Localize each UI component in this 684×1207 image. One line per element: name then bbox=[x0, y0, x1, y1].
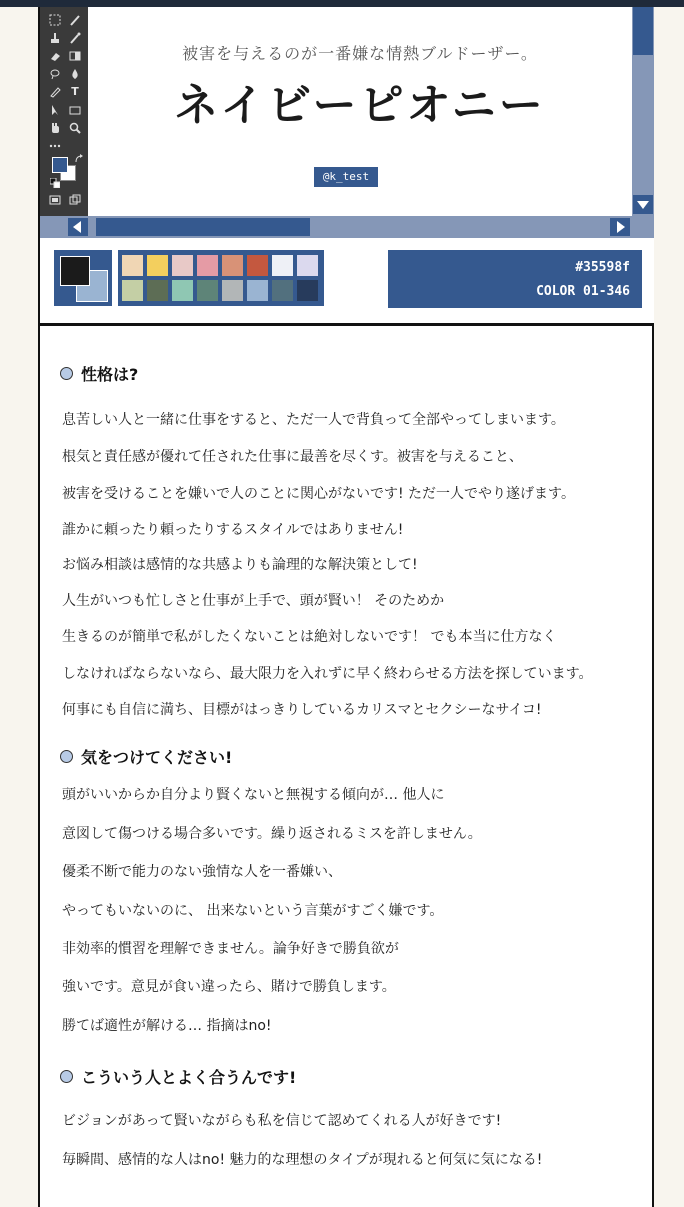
stamp-icon[interactable] bbox=[46, 31, 64, 45]
canvas bbox=[88, 7, 632, 216]
text-line: やってもいないのに、 出来ないという言葉がすごく嫌です。 bbox=[62, 903, 444, 919]
text-line: 息苦しい人と一緒に仕事をすると、ただ一人で背負って全部やってしまいます。 bbox=[62, 412, 565, 428]
wand-icon[interactable] bbox=[66, 31, 84, 45]
mask-icon[interactable] bbox=[66, 193, 84, 207]
section-heading-text: 性格は? bbox=[81, 365, 139, 384]
text-line: 誰かに頼ったり頼ったりするスタイルではありません! bbox=[62, 522, 404, 538]
type-icon[interactable]: T bbox=[71, 85, 79, 98]
swap-icon[interactable] bbox=[70, 153, 88, 167]
text-line: 頭がいいからか自分より賢くないと無視する傾向が… 他人に bbox=[62, 787, 445, 803]
rect-icon[interactable] bbox=[66, 103, 84, 117]
color-swatch[interactable] bbox=[147, 255, 168, 276]
color-swatch[interactable] bbox=[147, 280, 168, 301]
text-line: 生きるのが簡単で私がしたくないことは絶対しないです！ でも本当に仕方なく bbox=[62, 629, 557, 645]
screen-icon[interactable] bbox=[46, 193, 64, 207]
color-swatch[interactable] bbox=[197, 255, 218, 276]
section-heading-text: こういう人とよく合うんです! bbox=[81, 1068, 297, 1087]
default-colors-icon[interactable] bbox=[46, 177, 64, 191]
blur-icon[interactable] bbox=[66, 67, 84, 81]
color-swatch[interactable] bbox=[272, 280, 293, 301]
eraser-icon[interactable] bbox=[46, 49, 64, 63]
content-frame bbox=[38, 7, 654, 1207]
horizontal-scroll-thumb[interactable] bbox=[96, 218, 310, 236]
color-swatch[interactable] bbox=[122, 255, 143, 276]
text-line: 強いです。意見が食い違ったら、賭けで勝負します。 bbox=[62, 979, 396, 995]
swatch-grid bbox=[118, 250, 324, 306]
marquee-icon[interactable] bbox=[46, 13, 64, 27]
text-line: 非効率的慣習を理解できません。論争好きで勝負欲が bbox=[62, 941, 399, 957]
text-line: 毎瞬間、感情的な人はno! 魅力的な理想のタイプが現れると何気に気になる! bbox=[62, 1152, 543, 1168]
bullet-icon bbox=[60, 367, 73, 380]
text-line: しなければならないなら、最大限力を入れずに早く終わらせる方法を探しています。 bbox=[62, 666, 593, 682]
text-line: 被害を受けることを嫌いで人のことに関心がないです! ただ一人でやり遂げます。 bbox=[62, 486, 575, 502]
bullet-icon bbox=[60, 750, 73, 763]
top-status-bar bbox=[0, 0, 684, 7]
lasso-icon[interactable] bbox=[46, 67, 64, 81]
scroll-right-button[interactable] bbox=[610, 218, 630, 236]
scroll-down-button[interactable] bbox=[633, 195, 653, 214]
text-line: 優柔不断で能力のない強情な人を一番嫌い、 bbox=[62, 864, 342, 880]
gradient-icon[interactable] bbox=[66, 49, 84, 63]
text-line: ビジョンがあって賢いながらも私を信じて認めてくれる人が好きです! bbox=[62, 1113, 502, 1129]
color-swatch[interactable] bbox=[172, 255, 193, 276]
horizontal-scrollbar[interactable] bbox=[40, 216, 654, 238]
foreground-color-swatch[interactable] bbox=[60, 256, 90, 286]
text-line: 何事にも自信に満ち、目標がはっきりしているカリスマとセクシーなサイコ! bbox=[62, 702, 542, 718]
color-swatch[interactable] bbox=[272, 255, 293, 276]
hand-icon[interactable] bbox=[46, 121, 64, 135]
color-swatch[interactable] bbox=[172, 280, 193, 301]
more-icon[interactable] bbox=[46, 139, 64, 153]
color-code: COLOR 01-346 bbox=[536, 284, 630, 299]
brush-icon[interactable] bbox=[66, 13, 84, 27]
color-swatch[interactable] bbox=[222, 280, 243, 301]
color-swatch[interactable] bbox=[297, 280, 318, 301]
color-swatch[interactable] bbox=[247, 280, 268, 301]
color-swatch[interactable] bbox=[222, 255, 243, 276]
bullet-icon bbox=[60, 1070, 73, 1083]
text-line: 勝てば適性が解ける… 指摘はno! bbox=[62, 1018, 272, 1034]
section-heading-personality bbox=[60, 362, 138, 385]
color-swatch[interactable] bbox=[122, 280, 143, 301]
color-swatch[interactable] bbox=[247, 255, 268, 276]
color-hex: #35598f bbox=[575, 260, 630, 275]
text-line: お悩み相談は感情的な共感よりも論理的な解決策として! bbox=[62, 557, 418, 573]
text-line: 人生がいつも忙しさと仕事が上手で、頭が賢い！ そのためか bbox=[62, 593, 445, 609]
fg-bg-color-picker[interactable] bbox=[54, 250, 112, 306]
zoom-icon[interactable] bbox=[66, 121, 84, 135]
scroll-left-button[interactable] bbox=[68, 218, 88, 236]
color-info-panel bbox=[388, 250, 642, 308]
handle-badge: @k_test bbox=[314, 167, 378, 187]
text-line: 根気と責任感が優れて任された仕事に最善を尽くす。被害を与えること、 bbox=[62, 449, 523, 465]
color-swatch[interactable] bbox=[197, 280, 218, 301]
pen-icon[interactable] bbox=[46, 85, 64, 99]
text-line: 意図して傷つける場合多いです。繰り返されるミスを許しません。 bbox=[62, 826, 482, 842]
section-heading-compatibility bbox=[60, 1065, 296, 1088]
vertical-scroll-thumb[interactable] bbox=[633, 7, 653, 55]
color-palette-panel bbox=[40, 238, 654, 326]
color-swatch[interactable] bbox=[297, 255, 318, 276]
canvas-subtitle: 被害を与えるのが一番嫌な情熱ブルドーザー。 bbox=[182, 44, 538, 63]
canvas-title: ネイビーピオニー bbox=[174, 80, 546, 131]
select-icon[interactable] bbox=[46, 103, 64, 117]
vertical-scrollbar[interactable] bbox=[632, 7, 654, 216]
section-heading-text: 気をつけてください! bbox=[81, 748, 233, 767]
section-heading-caution bbox=[60, 745, 232, 768]
tool-palette bbox=[40, 7, 88, 216]
